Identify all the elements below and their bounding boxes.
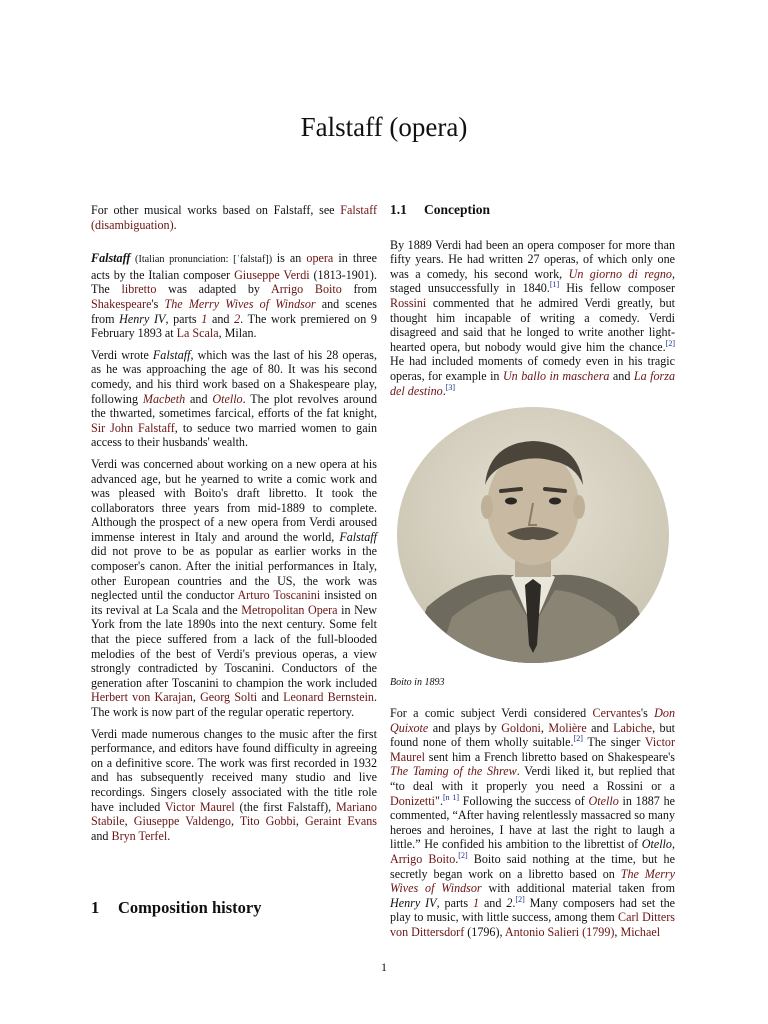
text-run: , (230, 814, 240, 829)
inline-link[interactable]: Otello (212, 391, 243, 406)
text-run: , (192, 690, 201, 705)
image-caption: Boito in 1893 (390, 677, 445, 688)
text-run: . The work is now part of the regular operatic repertory. (91, 690, 378, 719)
text-run: , (671, 837, 675, 852)
inline-link[interactable]: The Merry Wives of Windsor (164, 296, 316, 311)
inline-link[interactable]: 2 (234, 311, 241, 326)
inline-link[interactable]: Molière (548, 720, 587, 735)
body-paragraph (91, 727, 377, 844)
inline-link[interactable]: The Merry Wives of Windsor (390, 866, 676, 896)
inline-link[interactable]: Arrigo Boito (270, 282, 342, 297)
body-paragraph (390, 706, 675, 940)
inline-link[interactable]: La Scala (176, 326, 219, 341)
text-run: and (257, 690, 284, 705)
inline-link[interactable]: opera (306, 251, 334, 266)
text-run: , parts (436, 895, 473, 910)
section-heading (91, 898, 261, 918)
text-run: Falstaff (339, 529, 377, 544)
inline-link[interactable]: Georg Solti (200, 690, 258, 705)
text-run: and plays by (428, 720, 502, 735)
text-run: and (91, 828, 112, 843)
text-run: By 1889 Verdi had been an opera composer for more than fifty years. He had written 27 operas, of which only one was a comedy, his second work, (390, 237, 675, 281)
text-run: Many composers had set the play to music, with little success, among them (390, 895, 675, 925)
citation-link[interactable]: [2] (573, 734, 583, 744)
text-run: was adapted by (156, 282, 271, 297)
text-run: with additional material taken from (481, 881, 676, 896)
inline-link[interactable]: 1 (472, 895, 480, 910)
inline-link[interactable]: Giuseppe Verdi (234, 267, 310, 282)
text-run: , (295, 814, 306, 829)
citation-link[interactable]: [1] (549, 280, 560, 290)
inline-link[interactable]: Sir John Falstaff (91, 420, 175, 435)
inline-link[interactable]: Don Quixote (390, 706, 675, 735)
inline-link[interactable]: Leonard Bernstein (283, 690, 374, 705)
inline-link[interactable]: Rossini (390, 295, 427, 310)
text-run: insisted on its revival at La Scala and the (91, 588, 377, 617)
subsection-heading (390, 203, 675, 218)
text-run: The singer (582, 735, 645, 750)
text-run: , (614, 924, 621, 939)
text-run: from (341, 282, 377, 297)
inline-link[interactable]: Cervantes (592, 706, 641, 720)
text-run: , which was the last of his 28 operas, as he was approaching the age of 80. It was his second comedy, and his third work based on a Shakespeare play, following (91, 347, 377, 406)
inline-link[interactable]: Arturo Toscanini (237, 588, 321, 603)
text-run: (1796), (464, 924, 505, 939)
text-run: and (479, 895, 507, 910)
text-run: 2 (506, 895, 513, 910)
text-run: (1813-1901). The (91, 267, 377, 297)
text-run: in 1887 he commented, “After having relentlessly massacred so many heroes and heroines, I have at last the right to laugh a little.” He confided his ambition to the librettist of (390, 793, 675, 852)
text-run: . Verdi liked it, but replied that “to deal with it properly you need a Rossini or a (390, 764, 675, 793)
inline-link[interactable]: 1 (201, 311, 208, 326)
text-run: and scenes from (91, 296, 377, 326)
inline-link[interactable]: Otello (588, 793, 619, 808)
text-run: , Milan. (218, 326, 257, 341)
text-run: , (124, 814, 134, 829)
text-run: Verdi was concerned about working on a new opera at his advanced age, but he yearned to write a comic work and was pleased with Boito's draft libretto. It took the collaborators three years from mid-1889 to complete. Although the prospect of a new opera from Verdi aroused immense interest in Italy and around the world, (91, 456, 377, 544)
inline-link[interactable]: Goldoni (501, 720, 541, 735)
text-run: He had included moments of comedy even in his tragic operas, for example in (390, 354, 675, 383)
right-column-lower (390, 706, 675, 947)
boito-portrait[interactable] (397, 407, 669, 663)
inline-link[interactable]: Giuseppe Valdengo (133, 814, 231, 829)
text-run: Henry IV (390, 895, 437, 910)
inline-link[interactable]: Victor Maurel (390, 735, 675, 764)
citation-link[interactable]: [2] (515, 894, 525, 904)
inline-link[interactable]: The Taming of the Shrew (390, 764, 517, 779)
citation-link[interactable]: [n 1] (442, 792, 460, 802)
inline-link[interactable]: Arrigo Boito (390, 851, 456, 866)
text-run: . (455, 851, 459, 866)
text-run: . (442, 383, 446, 398)
text-run: Otello (641, 837, 672, 852)
hatnote-suffix: . (173, 217, 177, 232)
text-run: , parts (165, 311, 202, 326)
inline-link[interactable]: Carl Ditters von Dittersdorf (390, 910, 675, 939)
text-run: Boito said nothing at the time, but he secretly began work on a libretto based on (390, 851, 675, 881)
inline-link[interactable]: Labiche (613, 720, 653, 735)
inline-link[interactable]: Metropolitan Opera (241, 602, 338, 617)
text-run: Falstaff (91, 251, 131, 266)
disambiguation-link[interactable]: Falstaff (disambiguation) (91, 203, 377, 232)
text-run: is an (276, 251, 307, 266)
right-column (390, 203, 675, 405)
body-paragraph (390, 238, 675, 399)
text-run: His fellow composer (559, 281, 675, 296)
text-run: . (167, 828, 171, 843)
body-paragraph (91, 348, 377, 450)
left-column (91, 203, 377, 850)
inline-link[interactable]: Herbert von Karajan (91, 690, 193, 705)
text-run: . The plot revolves around the thwarted, sometimes farcical, efforts of the fat knight, (91, 391, 377, 421)
inline-link[interactable]: Un ballo in maschera (502, 368, 610, 383)
subsection-title: Conception (424, 202, 491, 217)
section-title: Composition history (118, 898, 262, 917)
text-run: (the first Falstaff), (234, 799, 336, 814)
inline-link[interactable]: La forza del destino (390, 368, 675, 398)
lead-paragraph (91, 251, 377, 341)
text-run: and (185, 391, 213, 406)
text-run: For a comic subject Verdi considered (390, 706, 593, 720)
text-run: ". (435, 793, 443, 808)
text-run: in New York from the late 1890s into the next century. Some felt that the piece suffered from a lack of the full-blooded melodies of the best of Verdi's previous operas, a view strongly contradicted by Toscanini. Conductors of the generation after Toscanini to champion the work included (91, 602, 378, 690)
text-run: , staged unsuccessfully in 1840. (390, 266, 675, 296)
inline-link[interactable]: Bryn Terfel (111, 828, 168, 843)
text-run: Falstaff (152, 347, 191, 362)
text-run: . (512, 895, 516, 910)
text-run: and (207, 311, 235, 326)
text-run: in three acts by the Italian composer (91, 251, 377, 282)
text-run: . The work premiered on 9 February 1893 at (91, 311, 377, 341)
page-title: Falstaff (opera) (300, 112, 468, 142)
text-run: Verdi made numerous changes to the music after the first performance, and editors have found difficulty in agreeing on a definitive score. The work was first recorded in 1932 and has subsequently received many studio and live recordings. Singers closely associated with the title role have included (91, 726, 377, 814)
citation-link[interactable]: [2] (458, 850, 468, 860)
citation-link[interactable]: [2] (665, 338, 675, 348)
inline-link[interactable]: Un giorno di regno (568, 266, 672, 281)
inline-link[interactable]: libretto (121, 282, 157, 297)
text-run: commented that he admired Verdi greatly, but thought him incapable of writing a comedy. Verdi disagreed and said that he longed to write another light-hearted opera, but nobody would give him the chance. (390, 295, 675, 354)
text-run: Verdi wrote (91, 347, 153, 362)
portrait-image (397, 407, 669, 663)
inline-link[interactable]: Shakespeare (91, 296, 152, 311)
text-run: , to seduce two married women to gain access to their husbands' wealth. (91, 420, 378, 450)
citation-link[interactable]: [3] (445, 382, 456, 392)
subsection-number: 1.1 (390, 202, 407, 217)
text-run: (Italian pronunciation: [ˈfalstaf]) (130, 254, 277, 266)
hatnote-prefix: For other musical works based on Falstaff, see (91, 203, 341, 217)
text-run: sent him a French libretto based on Shakespeare's (424, 749, 675, 764)
inline-link[interactable]: Mariano Stabile (91, 799, 377, 829)
body-paragraph (91, 457, 377, 720)
text-run: 's (151, 296, 165, 311)
inline-link[interactable]: Michael (620, 924, 661, 939)
hatnote (91, 203, 377, 232)
text-run: and (586, 720, 614, 735)
text-run: Henry IV (119, 311, 166, 326)
inline-link[interactable]: Tito Gobbi (239, 814, 296, 829)
section-number: 1 (91, 898, 100, 917)
inline-link[interactable]: Victor Maurel (164, 799, 235, 814)
inline-link[interactable]: Donizetti (390, 793, 436, 808)
text-run: 's (640, 706, 655, 720)
inline-link[interactable]: Macbeth (142, 391, 186, 406)
inline-link[interactable]: Geraint Evans (305, 814, 377, 829)
text-run: , (540, 720, 549, 735)
page-number: 1 (381, 960, 387, 974)
inline-link[interactable]: Antonio Salieri (1799) (504, 924, 615, 939)
text-run: did not prove to be as popular as earlier works in the composer's canon. After the initial performances in Italy, other European countries and the US, the work was neglected until the conductor (91, 544, 377, 603)
text-run: , but found none of them wholly suitable. (390, 720, 676, 750)
text-run: and (609, 368, 634, 383)
text-run: Following the success of (459, 793, 589, 808)
